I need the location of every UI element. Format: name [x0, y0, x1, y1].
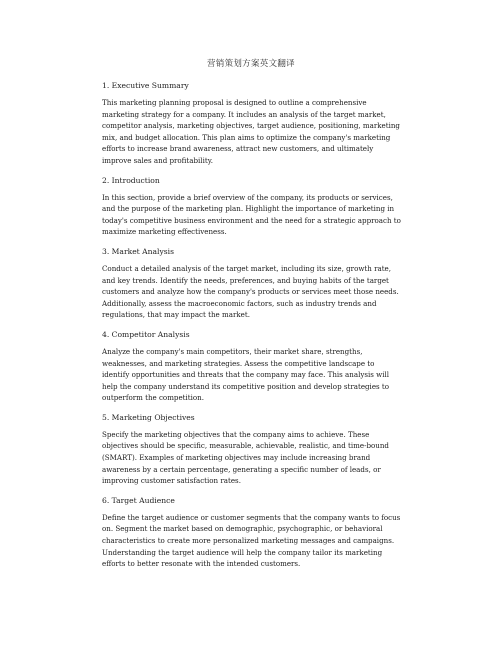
section-market-analysis	[102, 246, 402, 321]
section-paragraph: This marketing planning proposal is designed to outline a comprehensive marketing strategy for a company. It includes an analysis of the target market, competitor analysis, marketing objectives, target audience, positioning, marketing mix, and budget allocation. This plan aims to optimize the company's marketing efforts to increase brand awareness, attract new customers, and ultimately improve sales and profitability.	[102, 98, 400, 165]
section-marketing-objectives	[102, 412, 402, 487]
document-body	[102, 80, 402, 578]
section-heading: 5. Marketing Objectives	[102, 412, 195, 422]
section-paragraph: Specify the marketing objectives that the company aims to achieve. These objectives should be specific, measurable, achievable, realistic, and time-bound (SMART). Examples of marketing objectives may include increasing brand awareness by a certain percentage, generating a specific number of leads, or improving customer satisfaction rates.	[102, 429, 389, 486]
section-competitor-analysis	[102, 329, 402, 404]
section-paragraph: Define the target audience or customer segments that the company wants to focus on. Segment the market based on demographic, psychographic, or behavioral characteristics to create more personalized marketing messages and campaigns. Understanding the target audience will help the company tailor its marketing efforts to better resonate with the intended customers.	[102, 512, 401, 569]
section-target-audience	[102, 495, 402, 570]
section-executive-summary	[102, 80, 402, 167]
section-heading: 4. Competitor Analysis	[102, 329, 190, 339]
section-paragraph: Analyze the company's main competitors, their market share, strengths, weaknesses, and marketing strategies. Assess the competitive landscape to identify opportunities and threats that the company may face. This analysis will help the company understand its competitive position and develop strategies to outperform the competition.	[102, 346, 390, 403]
section-heading: 2. Introduction	[102, 175, 160, 185]
section-heading: 6. Target Audience	[102, 495, 175, 505]
section-paragraph: In this section, provide a brief overview of the company, its products or services, and the purpose of the marketing plan. Highlight the importance of marketing in today's competitive business environment and the need for a strategic approach to maximize marketing effectiveness.	[102, 192, 401, 237]
section-paragraph: Conduct a detailed analysis of the target market, including its size, growth rate, and key trends. Identify the needs, preferences, and buying habits of the target customers and analyze how the company's products or services meet those needs. Additionally, assess the macroeconomic factors, such as industry trends and regulations, that may impact the market.	[102, 263, 399, 320]
section-heading: 3. Market Analysis	[102, 246, 174, 256]
document-title: 营销策划方案英文翻译	[206, 59, 295, 69]
section-introduction	[102, 175, 402, 238]
section-heading: 1. Executive Summary	[102, 81, 189, 90]
